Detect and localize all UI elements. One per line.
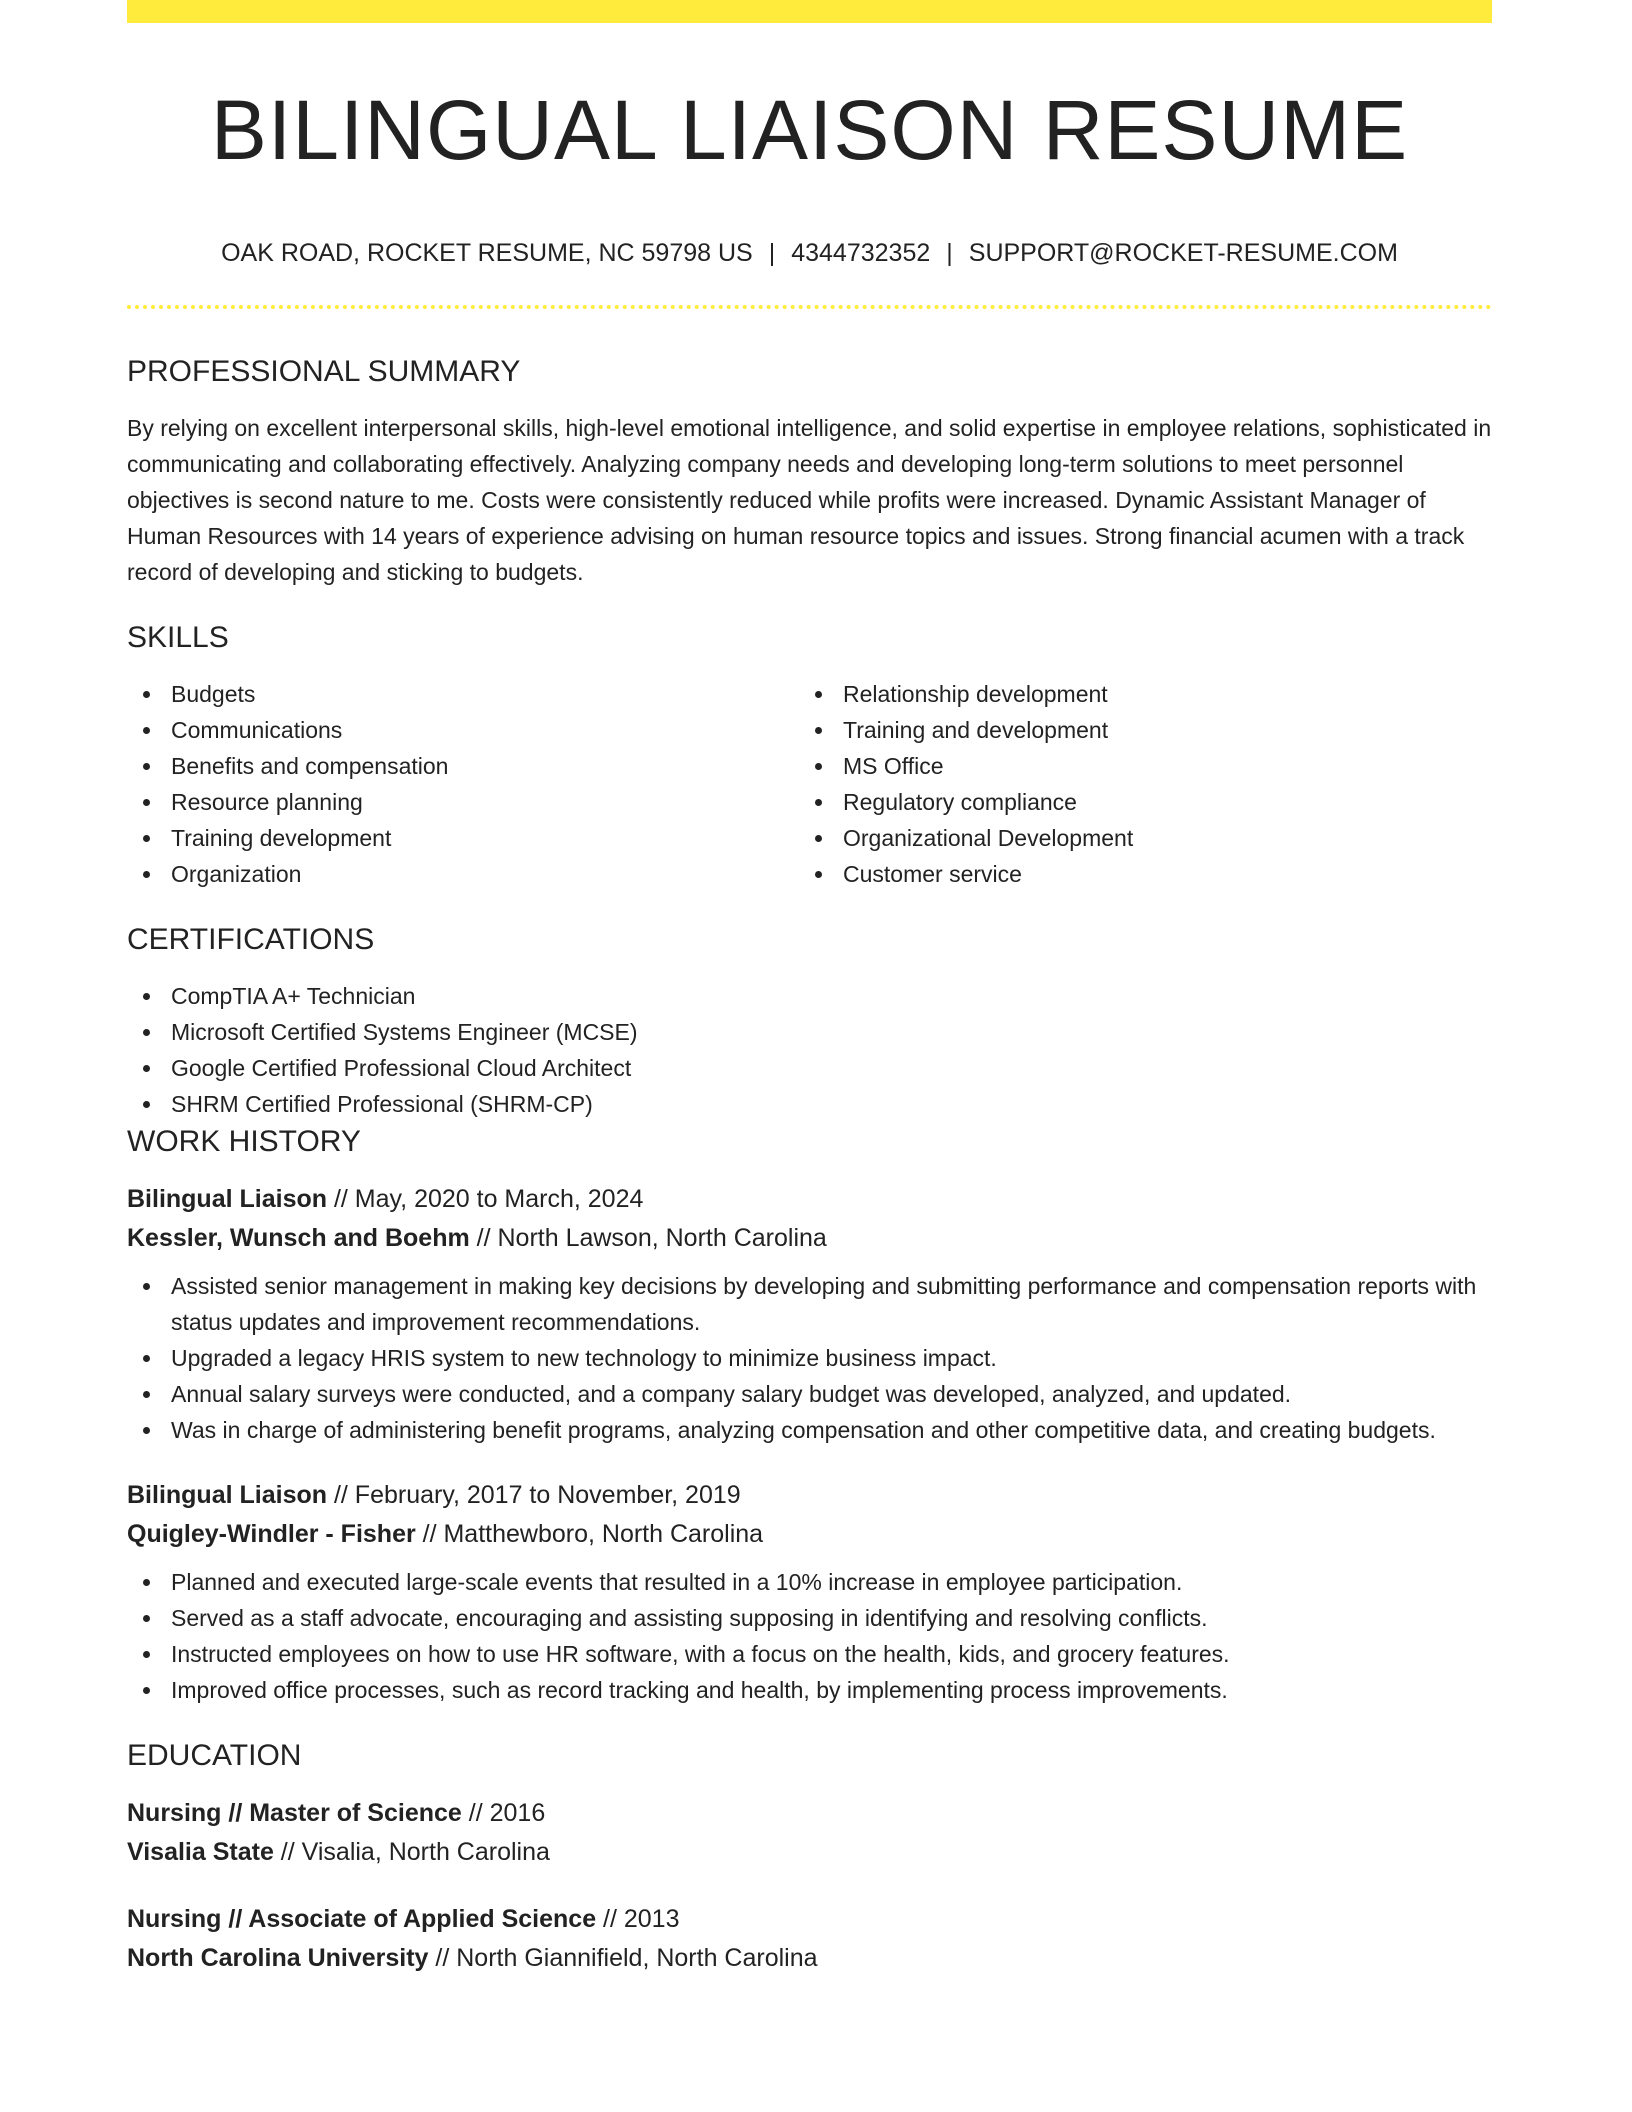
job-bullet [127, 1636, 1492, 1672]
job-bullet [127, 1672, 1492, 1708]
jobs-list [127, 1180, 1492, 1708]
skill-item-text: Customer service [843, 861, 1022, 887]
certification-item-text: Microsoft Certified Systems Engineer (MCSE) [171, 1019, 638, 1045]
certification-item [127, 1086, 1492, 1122]
contact-phone: 4344732352 [791, 239, 931, 267]
skill-item-text: Training development [171, 825, 392, 851]
job-bullet-text: Served as a staff advocate, encouraging and assisting supposing in identifying and resolving conflicts. [171, 1605, 1208, 1631]
skill-item [799, 712, 1471, 748]
dotted-divider [127, 305, 1492, 309]
bullet-dot-icon [143, 1615, 150, 1622]
section-heading-work-history: WORK HISTORY [127, 1125, 361, 1158]
job-bullet [127, 1564, 1492, 1600]
bullet-dot-icon [143, 799, 150, 806]
certification-item-text: SHRM Certified Professional (SHRM-CP) [171, 1091, 593, 1117]
job-company: Kessler, Wunsch and Boehm [127, 1224, 470, 1252]
education-degree: Nursing // Master of Science [127, 1799, 462, 1827]
education-location: // Visalia, North Carolina [273, 1838, 550, 1866]
job-bullet-text: Annual salary surveys were conducted, and a company salary budget was developed, analyzed, and updated. [171, 1381, 1292, 1407]
education-school: North Carolina University [127, 1944, 429, 1972]
contact-line [127, 236, 1492, 270]
job-dates: // May, 2020 to March, 2024 [327, 1185, 644, 1213]
job-bullet-text: Assisted senior management in making key decisions by developing and submitting performance and compensation reports with status updates and improvement recommendations. [171, 1273, 1477, 1335]
skill-item [799, 676, 1471, 712]
bullet-dot-icon [815, 799, 822, 806]
bullet-dot-icon [143, 1355, 150, 1362]
education-school-line [127, 1833, 1492, 1872]
education-school: Visalia State [127, 1838, 274, 1866]
job-entry [127, 1476, 1492, 1708]
education-degree-line [127, 1900, 1492, 1939]
skill-item-text: Communications [171, 717, 343, 743]
education-school-line [127, 1939, 1492, 1978]
certifications-list [127, 978, 1492, 1122]
job-bullet [127, 1600, 1492, 1636]
job-bullets [127, 1268, 1492, 1448]
contact-address: OAK ROAD, ROCKET RESUME, NC 59798 US [221, 239, 753, 267]
bullet-dot-icon [143, 1427, 150, 1434]
skill-item-text: Resource planning [171, 789, 363, 815]
bullet-dot-icon [143, 691, 150, 698]
bullet-dot-icon [143, 727, 150, 734]
job-bullet [127, 1412, 1492, 1448]
bullet-dot-icon [143, 1029, 150, 1036]
job-location: // North Lawson, North Carolina [469, 1224, 827, 1252]
skill-item-text: Benefits and compensation [171, 753, 449, 779]
job-bullets [127, 1564, 1492, 1708]
job-bullet-text: Instructed employees on how to use HR software, with a focus on the health, kids, and grocery features. [171, 1641, 1230, 1667]
job-title: Bilingual Liaison [127, 1185, 328, 1213]
skill-item [127, 820, 799, 856]
bullet-dot-icon [143, 1391, 150, 1398]
bullet-dot-icon [143, 871, 150, 878]
education-degree-line [127, 1794, 1492, 1833]
job-company: Quigley-Windler - Fisher [127, 1520, 416, 1548]
skills-column-right [799, 676, 1471, 892]
job-dates: // February, 2017 to November, 2019 [327, 1481, 741, 1509]
education-degree: Nursing // Associate of Applied Science [127, 1905, 597, 1933]
skill-item [799, 820, 1471, 856]
bullet-dot-icon [815, 835, 822, 842]
bullet-dot-icon [143, 835, 150, 842]
job-title-line [127, 1180, 1492, 1219]
skills-grid [127, 676, 1492, 892]
education-section [127, 1736, 1492, 1978]
job-location: // Matthewboro, North Carolina [415, 1520, 764, 1548]
bullet-dot-icon [815, 727, 822, 734]
resume-title: BILINGUAL LIAISON RESUME [210, 83, 1409, 177]
job-company-line [127, 1219, 1492, 1258]
bullet-dot-icon [143, 1651, 150, 1658]
contact-separator: | [768, 239, 776, 267]
skill-item [127, 856, 799, 892]
education-year: // 2016 [461, 1799, 546, 1827]
skill-item [799, 784, 1471, 820]
summary-section [127, 352, 1492, 590]
section-heading-skills: SKILLS [127, 621, 229, 654]
job-bullet-text: Planned and executed large-scale events that resulted in a 10% increase in employee participation. [171, 1569, 1183, 1595]
bullet-dot-icon [143, 1283, 150, 1290]
certifications-section [127, 920, 1492, 1122]
education-location: // North Giannifield, North Carolina [428, 1944, 818, 1972]
education-list [127, 1794, 1492, 1978]
skill-item-text: Regulatory compliance [843, 789, 1077, 815]
skill-item-text: Organization [171, 861, 302, 887]
education-entry [127, 1900, 1492, 1978]
bullet-dot-icon [143, 1579, 150, 1586]
skills-list-right [799, 676, 1471, 892]
skill-item-text: Organizational Development [843, 825, 1134, 851]
section-heading-education: EDUCATION [127, 1739, 302, 1772]
certification-item [127, 1050, 1492, 1086]
skill-item [127, 784, 799, 820]
certification-item [127, 978, 1492, 1014]
accent-top-bar [127, 0, 1492, 23]
bullet-dot-icon [143, 1101, 150, 1108]
bullet-dot-icon [815, 691, 822, 698]
skills-column-left [127, 676, 799, 892]
certification-item-text: Google Certified Professional Cloud Architect [171, 1055, 632, 1081]
skill-item [799, 748, 1471, 784]
section-heading-certifications: CERTIFICATIONS [127, 923, 375, 956]
job-bullet [127, 1340, 1492, 1376]
contact-separator: | [946, 239, 953, 267]
skill-item [127, 712, 799, 748]
job-bullet [127, 1268, 1492, 1340]
skill-item-text: MS Office [843, 753, 944, 779]
work-history-section [127, 1122, 1492, 1708]
job-bullet-text: Improved office processes, such as record tracking and health, by implementing process improvements. [171, 1677, 1228, 1703]
skill-item-text: Relationship development [843, 681, 1108, 707]
certification-item [127, 1014, 1492, 1050]
section-heading-summary: PROFESSIONAL SUMMARY [127, 355, 521, 388]
job-company-line [127, 1515, 1492, 1554]
bullet-dot-icon [815, 871, 822, 878]
bullet-dot-icon [815, 763, 822, 770]
skills-section [127, 618, 1492, 892]
skill-item-text: Training and development [843, 717, 1109, 743]
resume-content [127, 352, 1492, 2006]
job-bullet-text: Was in charge of administering benefit programs, analyzing compensation and other competitive data, and creating budgets. [171, 1417, 1436, 1443]
skill-item [127, 748, 799, 784]
job-title-line [127, 1476, 1492, 1515]
summary-text: By relying on excellent interpersonal skills, high-level emotional intelligence, and solid expertise in employee relations, sophisticated in communicating and collaborating effectively. Analyzing company needs and developing long-term solutions to meet personnel objectives is second nature to me. Costs were consistently reduced while profits were increased. Dynamic Assistant Manager of Human Resources with 14 years of experience advising on human resource topics and issues. Strong financial acumen with a track record of developing and sticking to budgets. [127, 415, 1492, 585]
bullet-dot-icon [143, 993, 150, 1000]
job-bullet [127, 1376, 1492, 1412]
job-entry [127, 1180, 1492, 1448]
skill-item-text: Budgets [171, 681, 256, 707]
skills-list-left [127, 676, 799, 892]
job-title: Bilingual Liaison [127, 1481, 328, 1509]
bullet-dot-icon [143, 1687, 150, 1694]
skill-item [127, 676, 799, 712]
certification-item-text: CompTIA A+ Technician [171, 983, 416, 1009]
bullet-dot-icon [143, 1065, 150, 1072]
skill-item [799, 856, 1471, 892]
bullet-dot-icon [143, 763, 150, 770]
job-bullet-text: Upgraded a legacy HRIS system to new technology to minimize business impact. [171, 1345, 997, 1371]
education-entry [127, 1794, 1492, 1872]
education-year: // 2013 [596, 1905, 680, 1933]
contact-email: SUPPORT@ROCKET-RESUME.COM [968, 239, 1398, 267]
